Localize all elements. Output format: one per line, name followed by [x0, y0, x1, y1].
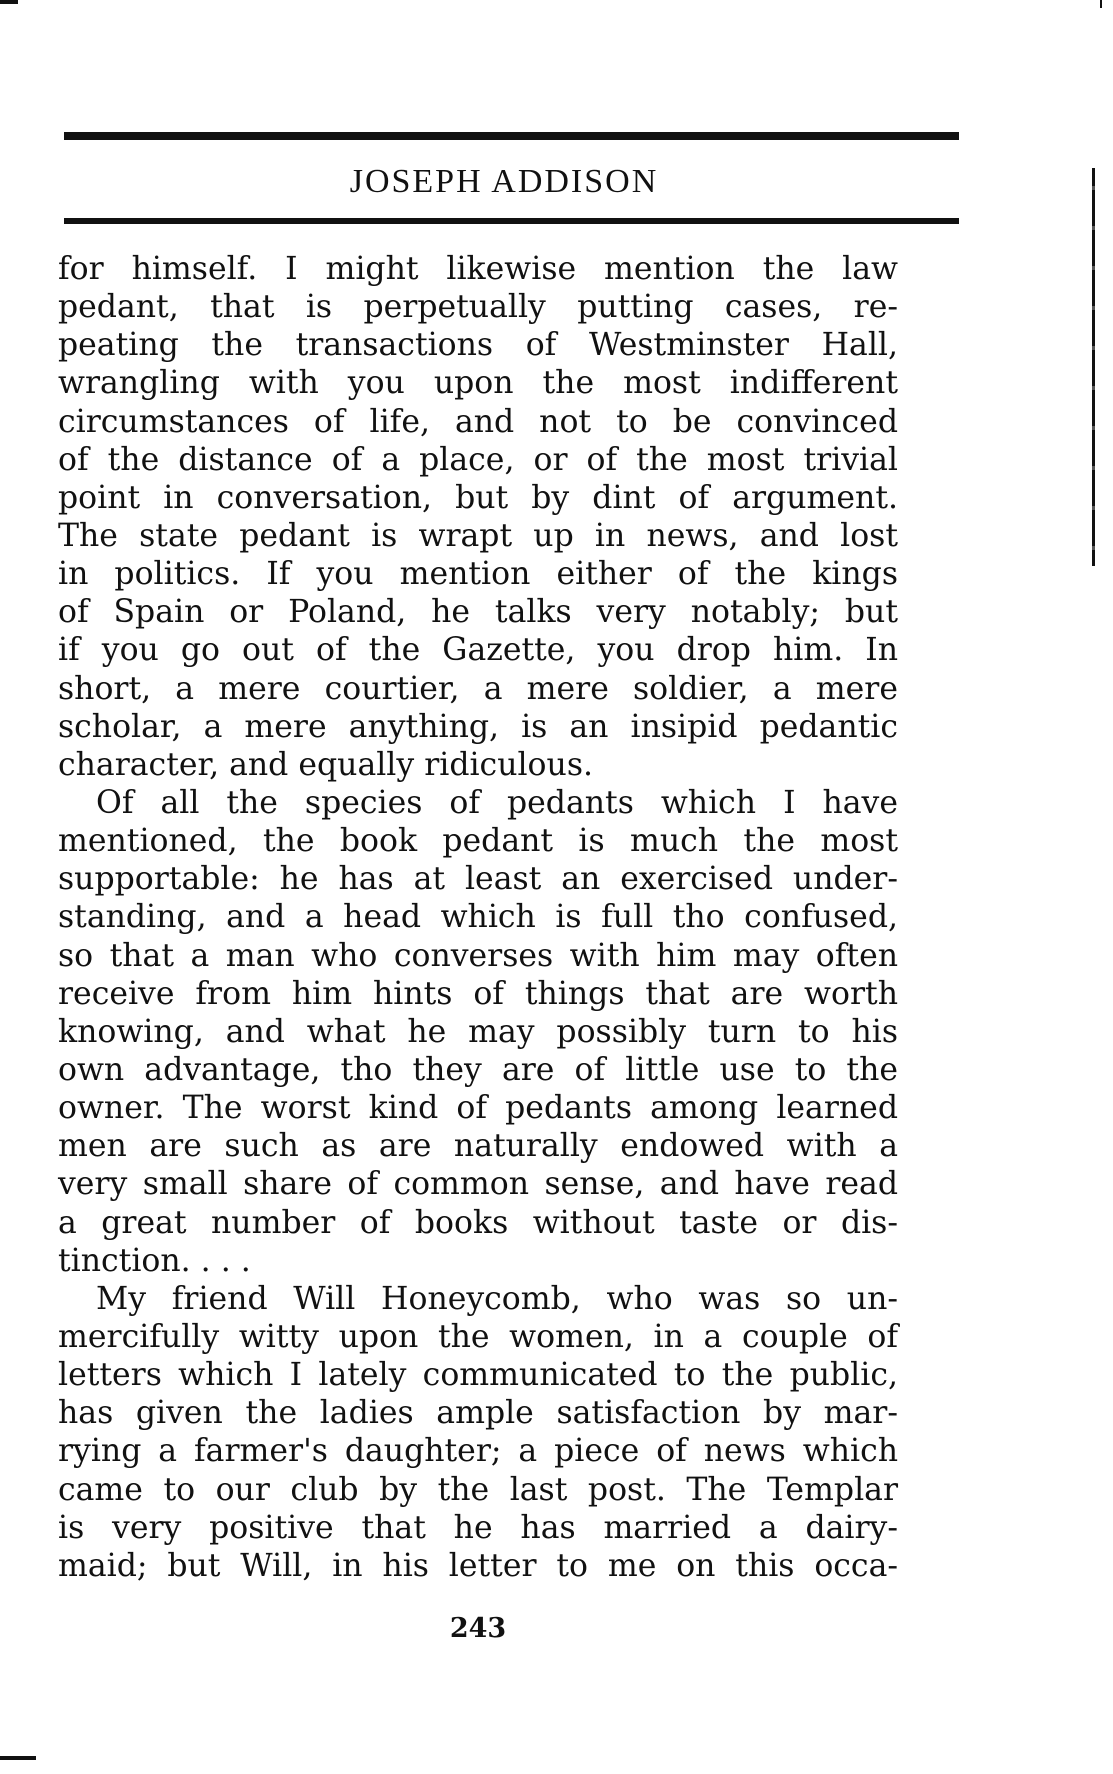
text-line: came to our club by the last post. The Templar [58, 1471, 898, 1508]
text-line: of Spain or Poland, he talks very notably; but [58, 594, 898, 631]
text-line: owner. The worst kind of pedants among learned [58, 1090, 898, 1127]
text-line: pedant, that is perpetually putting cases, re- [58, 289, 898, 326]
text-line: own advantage, tho they are of little use to the [58, 1051, 898, 1088]
text-line: very small share of common sense, and have read [58, 1166, 898, 1203]
text-line: The state pedant is wrapt up in news, and lost [58, 517, 898, 554]
paragraph-start-line: Of all the species of pedants which I have [96, 784, 898, 821]
text-line: so that a man who converses with him may often [58, 937, 898, 974]
text-line: has given the ladies ample satisfaction by mar- [58, 1395, 898, 1432]
text-line: scholar, a mere anything, is an insipid pedantic [58, 708, 898, 745]
running-head-title: JOSEPH ADDISON [349, 163, 659, 200]
scan-edge-mark-right [1092, 168, 1095, 566]
header-rule-bottom [64, 218, 959, 224]
text-line: wrangling with you upon the most indifferent [58, 365, 898, 402]
text-line: mercifully witty upon the women, in a couple of [58, 1318, 898, 1355]
body-text [58, 250, 898, 1585]
text-line: is very positive that he has married a dairy- [58, 1509, 898, 1546]
scan-edge-mark-top-right [1100, 0, 1102, 8]
text-line: receive from him hints of things that are worth [58, 975, 898, 1012]
text-line: tinction. . . . [58, 1242, 251, 1279]
scan-edge-mark-top-left [0, 0, 18, 4]
scan-edge-mark-bottom-left [0, 1756, 36, 1760]
text-line: short, a mere courtier, a mere soldier, a mere [58, 670, 898, 707]
text-line: mentioned, the book pedant is much the most [58, 823, 898, 860]
text-line: of the distance of a place, or of the most trivial [58, 441, 898, 478]
text-line: standing, and a head which is full tho confused, [58, 899, 898, 936]
text-line: for himself. I might likewise mention the law [58, 251, 898, 287]
text-line: character, and equally ridiculous. [58, 746, 593, 783]
text-line: supportable: he has at least an exercised under- [58, 861, 898, 898]
page-number: 243 [449, 1613, 507, 1644]
text-line: knowing, and what he may possibly turn to his [58, 1013, 898, 1050]
text-line: if you go out of the Gazette, you drop him. In [58, 632, 898, 669]
text-line: a great number of books without taste or dis- [58, 1204, 898, 1241]
header-rule-top [64, 132, 959, 140]
text-line: circumstances of life, and not to be convinced [58, 403, 898, 440]
paragraph-start-line: My friend Will Honeycomb, who was so un- [96, 1280, 898, 1317]
text-line: peating the transactions of Westminster Hall, [58, 327, 898, 364]
text-line: rying a farmer's daughter; a piece of news which [58, 1433, 898, 1470]
text-line: maid; but Will, in his letter to me on this occa- [58, 1547, 898, 1584]
text-line: letters which I lately communicated to the public, [58, 1357, 898, 1394]
text-line: men are such as are naturally endowed with a [58, 1128, 898, 1165]
text-line: in politics. If you mention either of the kings [58, 556, 898, 593]
text-line: point in conversation, but by dint of argument. [58, 479, 898, 516]
